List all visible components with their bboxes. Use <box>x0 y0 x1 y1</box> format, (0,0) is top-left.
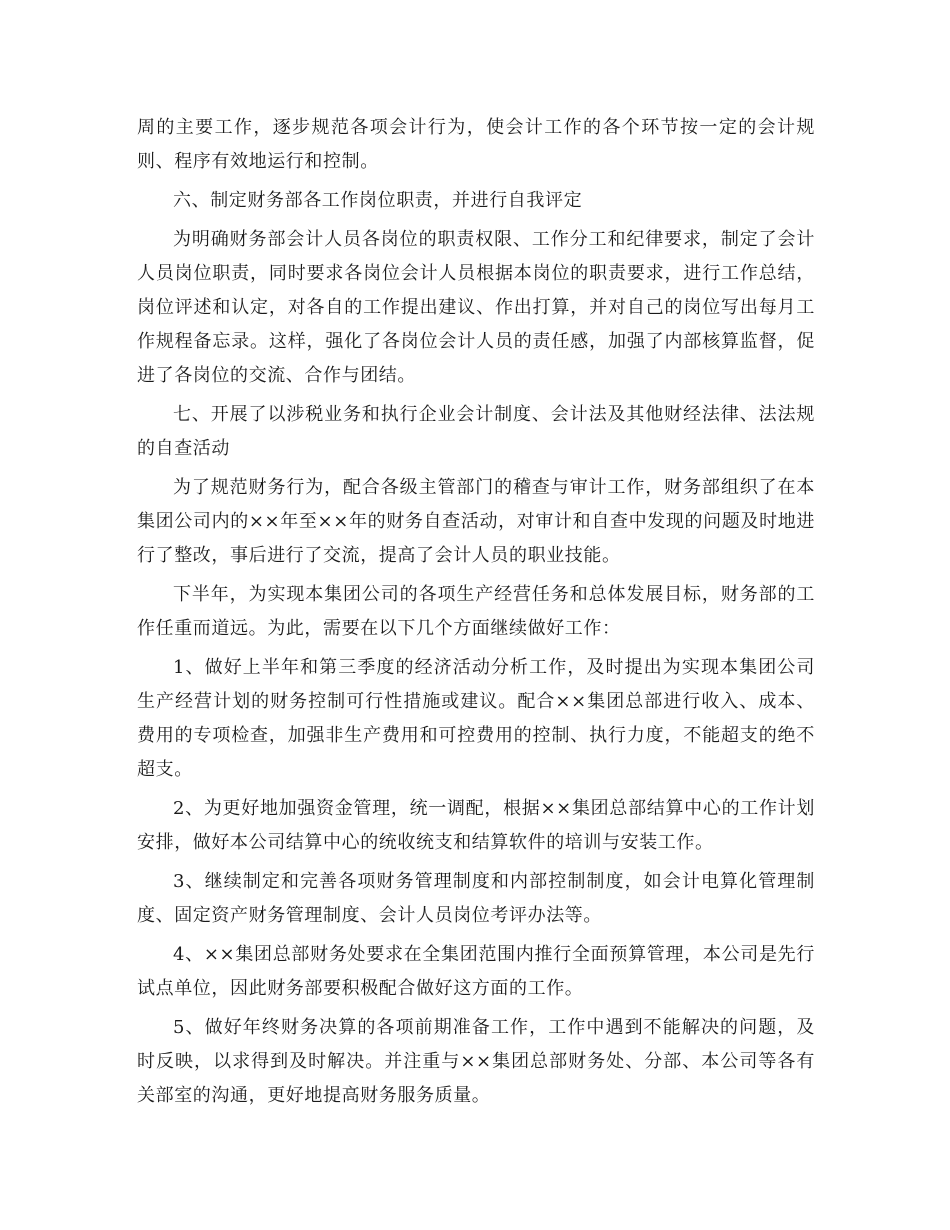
section-heading-seven: 七、开展了以涉税业务和执行企业会计制度、会计法及其他财经法律、法法规的自查活动 <box>137 404 815 459</box>
document-body <box>137 111 815 1118</box>
paragraph: 为明确财务部会计人员各岗位的职责权限、工作分工和纪律要求，制定了会计人员岗位职责，同时要求各岗位会计人员根据本岗位的职责要求，进行工作总结，岗位评述和认定，对各自的工作提出建议、作出打算，并对自己的岗位写出每月工作规程备忘录。这样，强化了各岗位会计人员的责任感，加强了内部核算监督，促进了各岗位的交流、合作与团结。 <box>137 229 815 386</box>
list-item-4: 4、××集团总部财务处要求在全集团范围内推行全面预算管理，本公司是先行试点单位，因此财务部要积极配合做好这方面的工作。 <box>137 944 815 999</box>
paragraph: 下半年，为实现本集团公司的各项生产经营任务和总体发展目标，财务部的工作任重而道远。为此，需要在以下几个方面继续做好工作： <box>137 584 815 639</box>
section-heading-six: 六、制定财务部各工作岗位职责，并进行自我评定 <box>173 190 583 211</box>
list-item-3: 3、继续制定和完善各项财务管理制度和内部控制制度，如会计电算化管理制度、固定资产财务管理制度、会计人员岗位考评办法等。 <box>137 871 815 926</box>
list-item-1: 1、做好上半年和第三季度的经济活动分析工作，及时提出为实现本集团公司生产经营计划的财务控制可行性措施或建议。配合××集团总部进行收入、成本、费用的专项检查，加强非生产费用和可控费用的控制、执行力度，不能超支的绝不超支。 <box>137 657 815 780</box>
paragraph-continuation: 周的主要工作，逐步规范各项会计行为，使会计工作的各个环节按一定的会计规则、程序有效地运行和控制。 <box>137 117 815 172</box>
list-item-5: 5、做好年终财务决算的各项前期准备工作，工作中遇到不能解决的问题，及时反映，以求得到及时解决。并注重与××集团总部财务处、分部、本公司等各有关部室的沟通，更好地提高财务服务质量。 <box>137 1017 815 1106</box>
list-item-2: 2、为更好地加强资金管理，统一调配，根据××集团总部结算中心的工作计划安排，做好本公司结算中心的统收统支和结算软件的培训与安装工作。 <box>137 798 815 853</box>
paragraph: 为了规范财务行为，配合各级主管部门的稽查与审计工作，财务部组织了在本集团公司内的××年至××年的财务自查活动，对审计和自查中发现的问题及时地进行了整改，事后进行了交流，提高了会计人员的职业技能。 <box>137 477 815 566</box>
